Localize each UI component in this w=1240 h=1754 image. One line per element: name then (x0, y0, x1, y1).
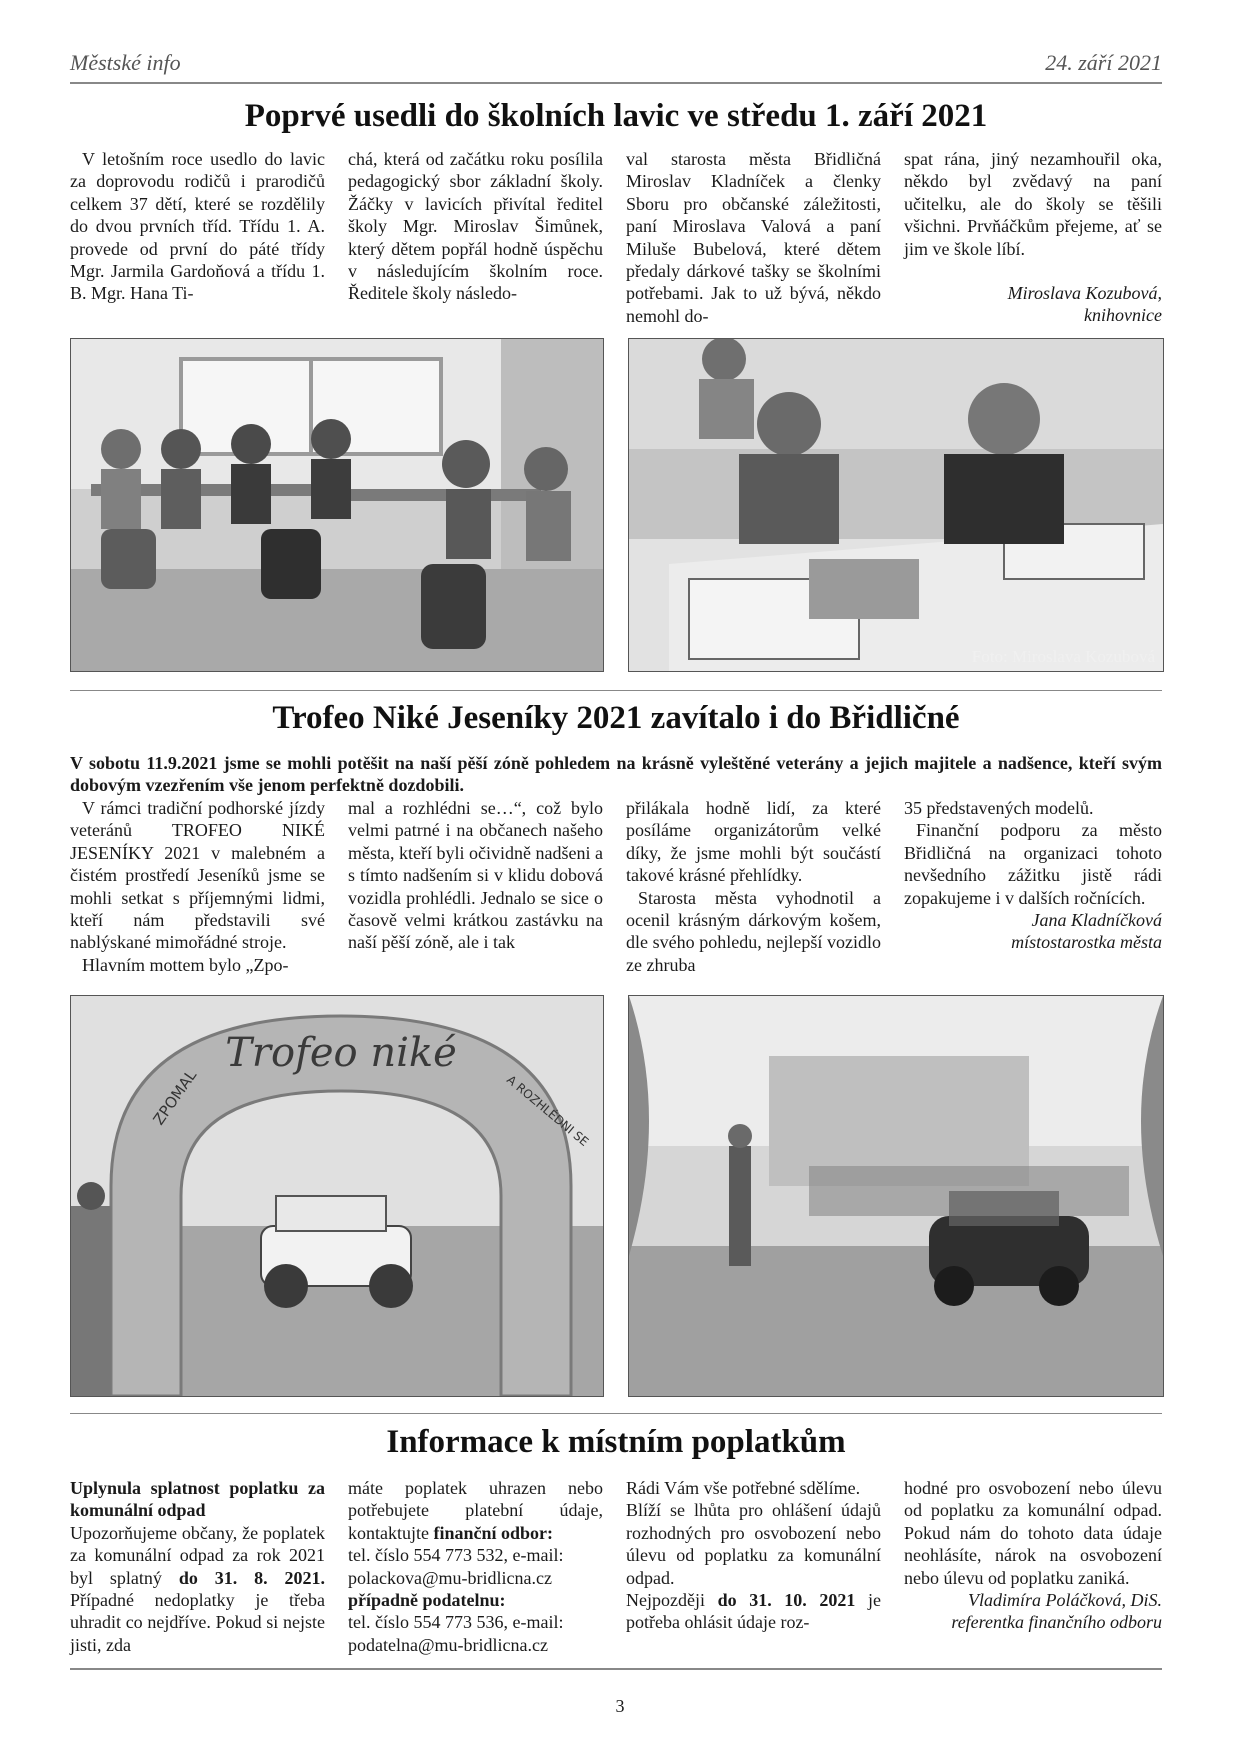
article2-column-4 (904, 797, 1162, 954)
article3-deadline-text: je potřeba ohlásit údaje roz- (626, 1590, 882, 1633)
arch-logo-text: Trofeo niké (225, 1030, 457, 1076)
article2-col4-para2: Finanční podporu za město Břidličná na organizaci tohoto nevšedního zážitku jistě rádi zopakujeme i v dalších ročnících. (904, 820, 1162, 908)
article3-subheading: Uplynula splatnost poplatku za komunální odpad (70, 1478, 325, 1521)
header-rule (70, 82, 1162, 84)
article3-notice-rest: Případné nedoplatky je třeba uhradit co nejdříve. Pokud si nejste jisti, zda (70, 1590, 325, 1655)
article2-column-3 (626, 797, 881, 976)
article1-col4-text: spat rána, jiný nezamhouřil oka, někdo byl zvědavý na paní učitelku, ale do školy se těšili všichni. Prvňáčkům přejeme, ať se jim ve škole líbí. (904, 149, 1162, 259)
article3-column-3 (626, 1477, 881, 1634)
rally-arch-photo-image (71, 996, 603, 1396)
article1-col3-text: val starosta města Břidličná Miroslav Kladníček a členky Sboru pro občanské záležitosti, paní Miroslava Valová a paní Miluše Bubelová, které dětem předaly dárkové tašky se školními potřebami. Jak to už bývá, někdo nemohl do- (626, 149, 881, 326)
article3-registry-contact: tel. číslo 554 773 536, e-mail: podatelna@mu-bridlicna.cz (348, 1612, 564, 1655)
article3-finance-contact: tel. číslo 554 773 532, e-mail: polackova@mu-bridlicna.cz (348, 1545, 564, 1588)
publication-name: Městské info (70, 50, 181, 75)
article3-signature-name: Vladimíra Poláčková, DiS. (968, 1590, 1162, 1611)
article3-col4-text: hodné pro osvobození nebo úlevu od poplatku za komunální odpad. Pokud nám do tohoto data údaje neohlásíte, nárok na osvobození nebo úlevu od poplatku zaniká. (904, 1478, 1162, 1588)
photo-credit: Foto: Miroslava Kozubová (971, 647, 1155, 666)
section-rule-1 (70, 690, 1162, 691)
article1-column-1 (70, 148, 325, 305)
article2-col3-para2: Starosta města vyhodnotil a ocenil krásným dárkovým košem, dle svého pohledu, nejlepší vozidlo ze zhruba (626, 887, 881, 975)
article3-col3-para1: Rádi Vám vše potřebné sdělíme. (626, 1478, 861, 1498)
article3-deadline-date: do 31. 10. 2021 (717, 1590, 856, 1611)
article1-column-4 (904, 148, 1162, 327)
article2-column-1 (70, 797, 325, 976)
article3-column-2 (348, 1477, 603, 1656)
article3-registry-label: případně podatelnu: (348, 1590, 506, 1611)
article3-title: Informace k místním poplatkům (386, 1424, 846, 1460)
article2-col3-para1: přilákala hodně lidí, za které posíláme organizátorům velké díky, že jsme mohli být součástí takové krásné přehlídky. (626, 798, 881, 886)
article2-col1-para1: V rámci tradiční podhorské jízdy veteránů TROFEO NIKÉ JESENÍKY 2021 v malebném a čistém prostředí Jeseníků jsme se mohli setkat s příjemnými lidmi, kteří nám představili své nablýskané mimořádné stroje. (70, 798, 325, 953)
article3-notice-text: Upozorňujeme občany, že poplatek za komunální odpad za rok 2021 byl splatný (70, 1522, 325, 1588)
article3-contact-text: máte poplatek uhrazen nebo potřebujete platební údaje, kontaktujte (348, 1478, 603, 1543)
article2-col4-para1: 35 představených modelů. (904, 798, 1094, 818)
article1-column-2 (348, 148, 603, 305)
page-number: 3 (615, 1696, 625, 1716)
section-rule-2 (70, 1413, 1162, 1414)
article1-col1-text: V letošním roce usedlo do lavic za doprovodu rodičů i prarodičů celkem 37 dětí, které se rozdělily do dvou prvních tříd. Třídu 1. A. provede od první do páté třídy Mgr. Jarmila Gardoňová a třídu 1. B. Mgr. Hana Ti- (70, 149, 325, 304)
article1-title: Poprvé usedli do školních lavic ve středu 1. září 2021 (244, 98, 988, 134)
article3-signature-role: referentka finančního odboru (951, 1612, 1162, 1633)
article3-finance-dept: finanční odbor: (433, 1522, 554, 1543)
article2-title: Trofeo Niké Jeseníky 2021 zavítalo i do Břidličné (272, 700, 960, 736)
article1-column-3 (626, 148, 881, 327)
article3-deadline-prefix: Nejpozději (626, 1590, 705, 1611)
article2-lead: V sobotu 11.9.2021 jsme se mohli potěšit na naší pěší zóně pohledem na krásně vyleštěné veterány a jejich majitele a nadšence, kteří svým dobovým vzezřením vše jenom perfektně dozdobili. (70, 753, 1162, 795)
article2-signature-name: Jana Kladníčková (1031, 910, 1162, 931)
classroom-photo-left-image (71, 339, 603, 671)
article3-due-date: do 31. 8. 2021. (178, 1567, 326, 1588)
article3-column-4 (904, 1477, 1162, 1634)
article1-signature-name: Miroslava Kozubová, (1007, 283, 1162, 304)
article1-col2-text: chá, která od začátku roku posílila pedagogický sbor základní školy. Žáčky v lavicích přivítal ředitel školy Mgr. Miroslav Šimůnek, který dětem popřál hodně úspěchu v následujícím školním roce. Ředitele školy následo- (348, 149, 603, 304)
issue-date: 24. září 2021 (1045, 50, 1162, 75)
footer-rule (70, 1668, 1162, 1670)
article2-column-2 (348, 797, 603, 954)
article1-signature-role: knihovnice (1084, 305, 1162, 326)
classroom-photo-right-image (629, 339, 1163, 671)
article3-column-1 (70, 1477, 325, 1656)
classroom-photo-right (628, 338, 1164, 672)
classroom-photo-left (70, 338, 604, 672)
article2-signature-role: místostarostka města (1011, 932, 1162, 953)
article2-col2-text: mal a rozhlédni se…“, což bylo velmi patrné i na občanech našeho města, kteří byli očividně nadšeni a s tímto nadšením si v klidu dobová vozidla prohlédli. Jednalo se sice o časově velmi krátkou zastávku na naší pěší zóně, ale i tak (348, 798, 603, 953)
article2-col1-para2: Hlavním mottem bylo „Zpo- (82, 954, 289, 975)
rally-arch-photo (70, 995, 604, 1397)
rally-car-photo (628, 995, 1164, 1397)
arch-left-text: ZPOMAL (149, 1066, 201, 1129)
arch-right-text: A ROZHLÉDNI SE (504, 1072, 592, 1149)
article3-col3-para2: Blíží se lhůta pro ohlášení údajů rozhodných pro osvobození nebo úlevu od poplatku za komunální odpad. (626, 1500, 881, 1588)
rally-car-photo-image (629, 996, 1163, 1396)
